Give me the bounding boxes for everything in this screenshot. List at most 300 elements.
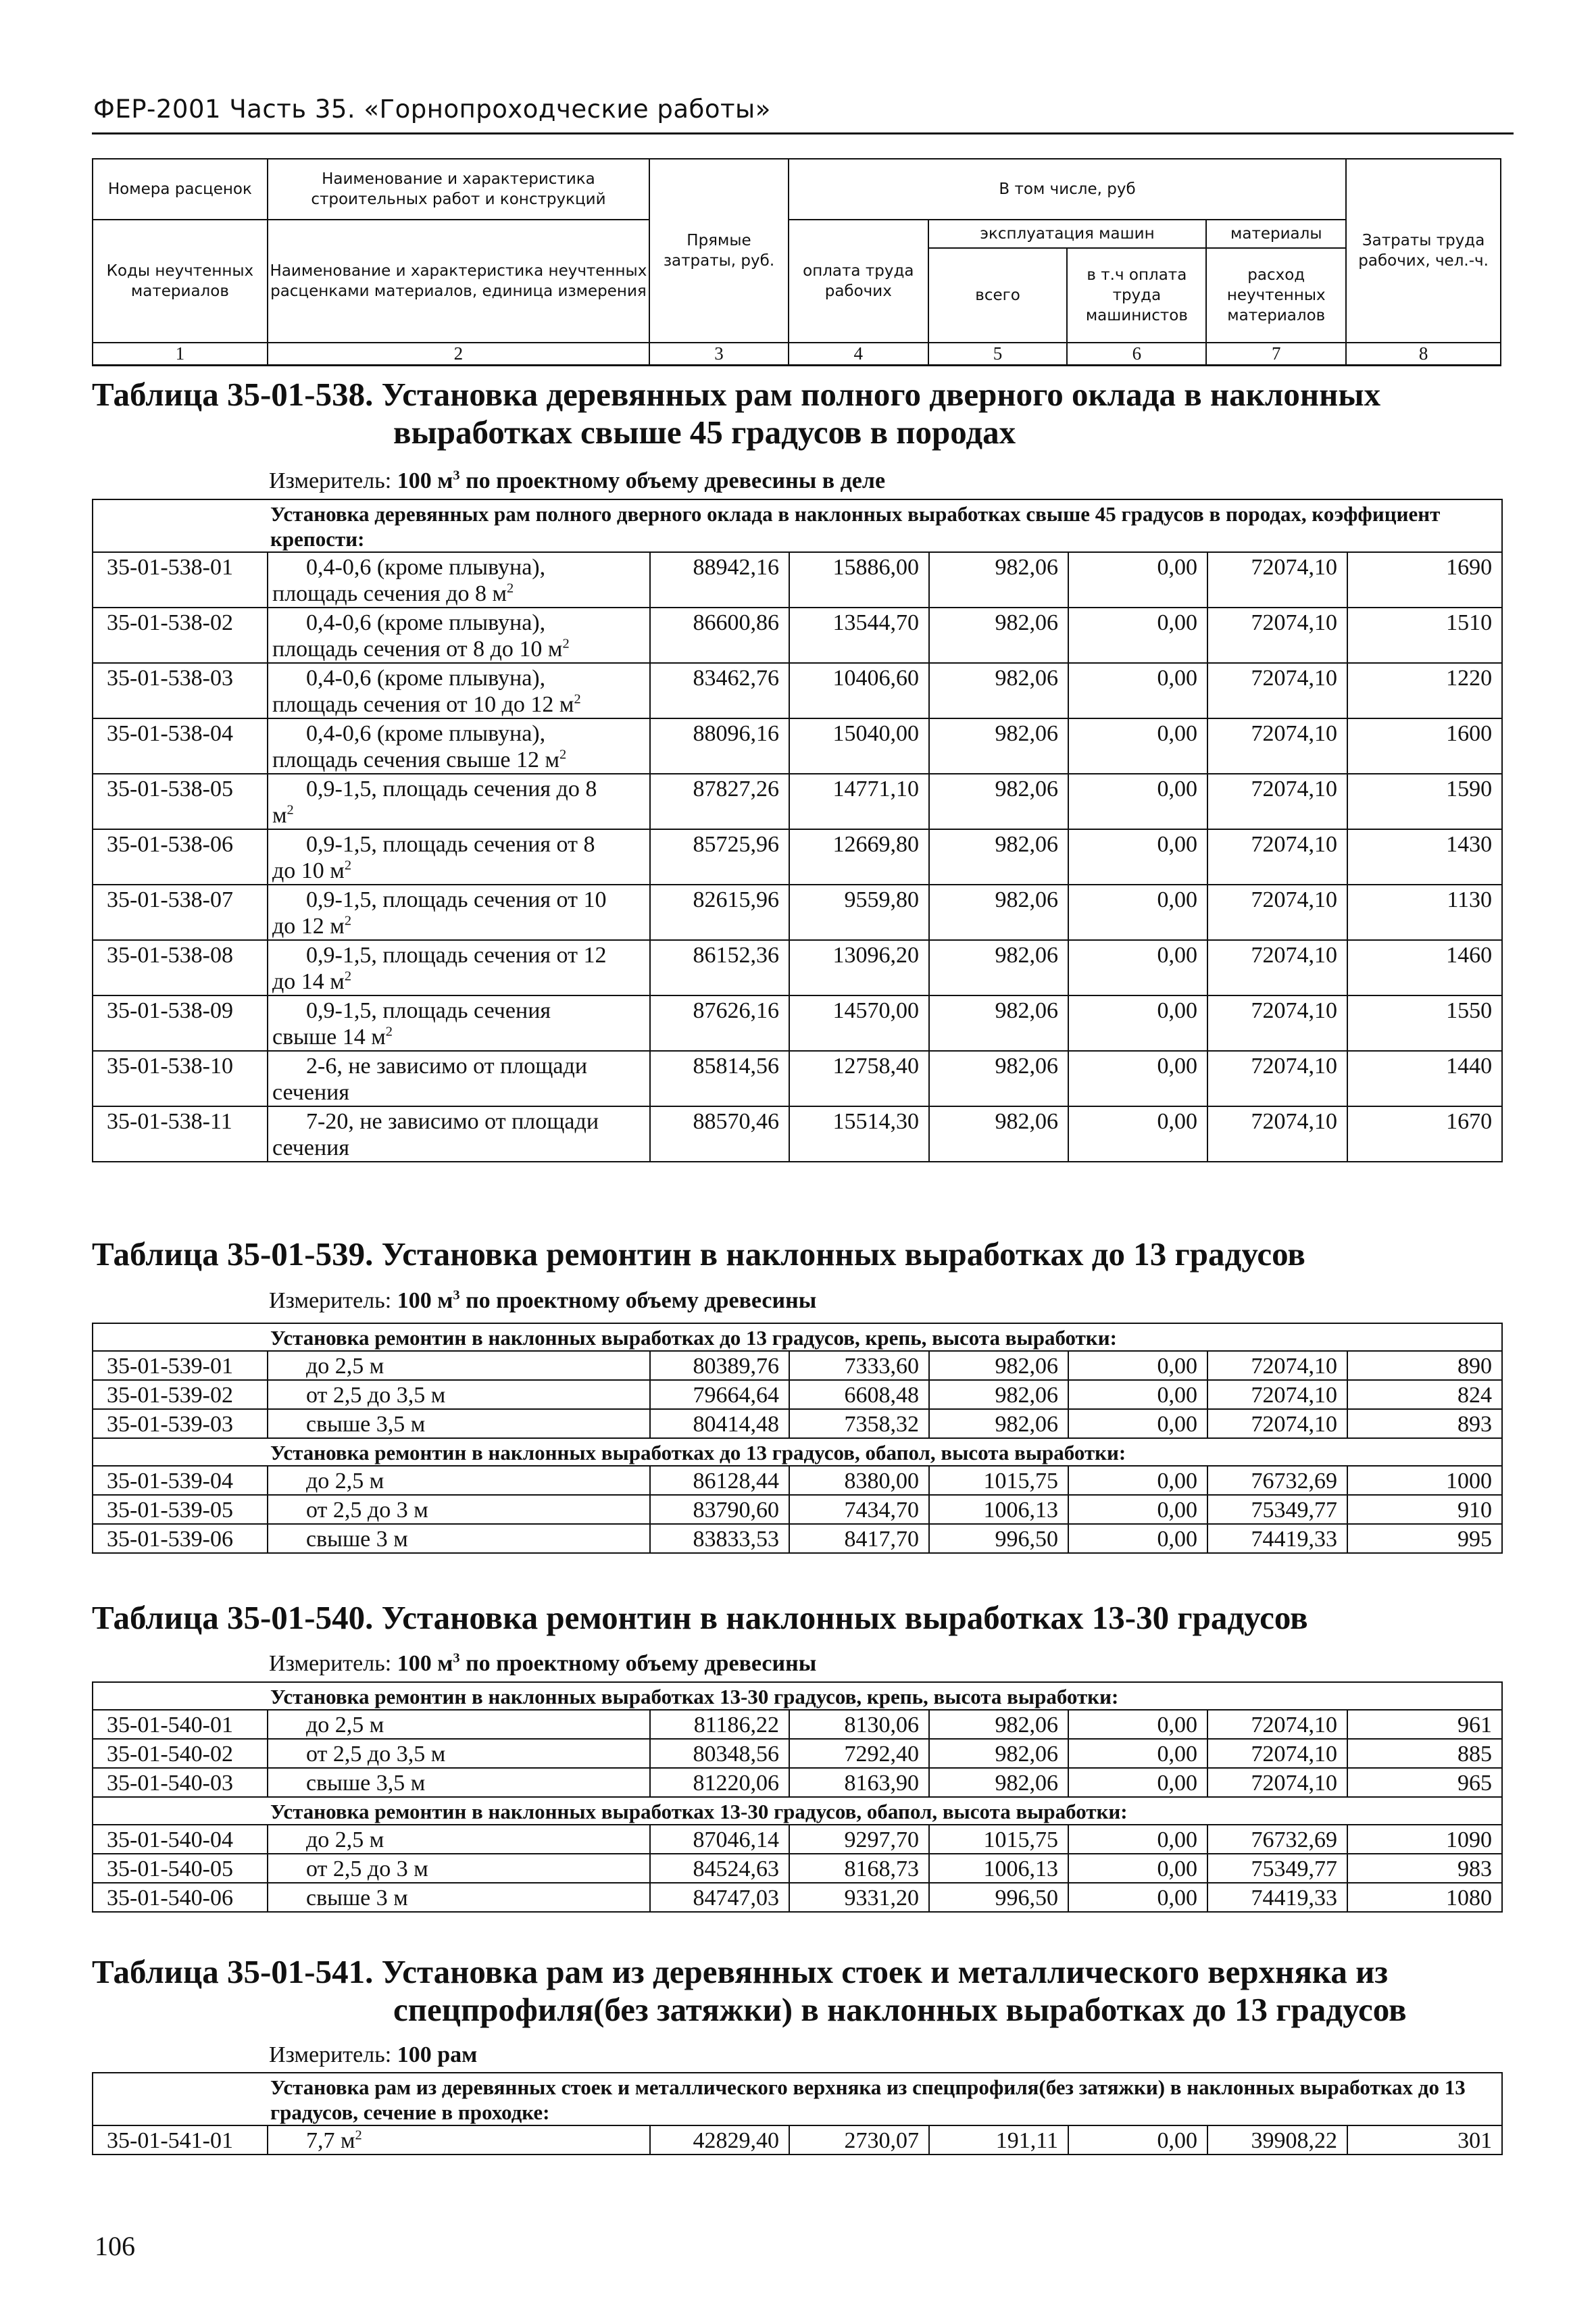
description-line: до 2,5 м — [306, 1713, 384, 1738]
section-subheader-row — [93, 499, 1502, 552]
column-number: 6 — [1067, 343, 1206, 366]
labor-hours: 1460 — [1347, 940, 1502, 995]
materials-cost: 72074,10 — [1207, 1380, 1347, 1409]
rate-code: 35-01-539-03 — [93, 1409, 268, 1438]
header-unaccounted-codes: Коды неучтенных материалов — [93, 220, 268, 343]
work-description — [268, 1825, 650, 1854]
worker-wages: 12758,40 — [789, 1051, 929, 1106]
column-number: 4 — [789, 343, 928, 366]
worker-wages: 10406,60 — [789, 663, 929, 718]
worker-wages: 15886,00 — [789, 552, 929, 608]
direct-costs: 84524,63 — [650, 1854, 789, 1883]
machines-total: 982,06 — [929, 885, 1068, 940]
column-number: 1 — [93, 343, 268, 366]
description-line: свыше 3 м — [306, 1527, 408, 1552]
table-row — [93, 829, 1502, 885]
section-subheader: Установка деревянных рам полного дверного оклада в наклонных выработках свыше 45 градусов в породах, коэффициент крепости: — [93, 499, 1502, 552]
direct-costs: 88942,16 — [650, 552, 789, 608]
machinist-wages: 0,00 — [1068, 1051, 1207, 1106]
table-row — [93, 995, 1502, 1051]
description-line: от 2,5 до 3 м — [306, 1856, 428, 1881]
rate-code: 35-01-538-07 — [93, 885, 268, 940]
description-line: свыше 3,5 м — [306, 1771, 426, 1796]
machines-total: 191,11 — [929, 2125, 1068, 2155]
unit-exponent: 2 — [574, 691, 581, 707]
labor-hours: 1220 — [1347, 663, 1502, 718]
machines-total: 982,06 — [929, 1409, 1068, 1438]
direct-costs: 42829,40 — [650, 2125, 789, 2155]
rate-code: 35-01-539-02 — [93, 1380, 268, 1409]
header-rate-numbers: Номера расценок — [93, 159, 268, 220]
rate-code: 35-01-540-02 — [93, 1739, 268, 1768]
machinist-wages: 0,00 — [1068, 608, 1207, 663]
column-number: 5 — [928, 343, 1068, 366]
machines-total: 982,06 — [929, 608, 1068, 663]
materials-cost: 72074,10 — [1207, 885, 1347, 940]
column-number: 8 — [1346, 343, 1501, 366]
machines-total: 982,06 — [929, 1710, 1068, 1739]
table-538-measure: Измеритель: 100 $м^3$ по проектному объему древесины в деле — [269, 468, 886, 493]
rate-code: 35-01-538-01 — [93, 552, 268, 608]
description-line: площадь сечения до 8 м — [272, 581, 507, 606]
labor-hours: 1670 — [1347, 1106, 1502, 1162]
work-description — [268, 1409, 650, 1438]
work-description — [268, 1739, 650, 1768]
labor-hours: 1130 — [1347, 885, 1502, 940]
work-description — [268, 1710, 650, 1739]
worker-wages: 8380,00 — [789, 1466, 929, 1495]
machines-total: 982,06 — [929, 718, 1068, 774]
column-number: 7 — [1206, 343, 1346, 366]
table-row — [93, 885, 1502, 940]
worker-wages: 7358,32 — [789, 1409, 929, 1438]
machines-total: 982,06 — [929, 774, 1068, 829]
rate-code: 35-01-540-05 — [93, 1854, 268, 1883]
table-row — [93, 1524, 1502, 1553]
work-description — [268, 1466, 650, 1495]
table-row — [93, 1466, 1502, 1495]
work-description — [268, 1495, 650, 1524]
machinist-wages: 0,00 — [1068, 829, 1207, 885]
materials-cost: 76732,69 — [1207, 1825, 1347, 1854]
labor-hours: 1090 — [1347, 1825, 1502, 1854]
table-538-body — [92, 499, 1503, 1162]
table-row — [93, 774, 1502, 829]
description-line: от 2,5 до 3,5 м — [306, 1383, 446, 1408]
section-subheader: Установка ремонтин в наклонных выработках до 13 градусов, крепь, высота выработки: — [93, 1323, 1502, 1351]
header-wages: оплата труда рабочих — [789, 220, 928, 343]
work-description — [268, 1768, 650, 1797]
labor-hours: 1690 — [1347, 552, 1502, 608]
labor-hours: 965 — [1347, 1768, 1502, 1797]
rate-code: 35-01-539-01 — [93, 1351, 268, 1380]
machinist-wages: 0,00 — [1068, 1710, 1207, 1739]
direct-costs: 85725,96 — [650, 829, 789, 885]
direct-costs: 86128,44 — [650, 1466, 789, 1495]
rate-code: 35-01-538-02 — [93, 608, 268, 663]
table-row — [93, 1883, 1502, 1912]
description-line: до 10 м — [272, 858, 345, 883]
description-line: до 2,5 м — [306, 1469, 384, 1494]
worker-wages: 13096,20 — [789, 940, 929, 995]
unit-exponent: 2 — [344, 968, 352, 984]
machinist-wages: 0,00 — [1068, 1854, 1207, 1883]
table-540-measure: Измеритель: 100 $м^3$ по проектному объему древесины — [269, 1650, 817, 1676]
table-541-title: Таблица 35-01-541. Установка рам из деревянных стоек и металлического верхняка из спецпрофиля(без затяжки) в наклонных выработках до 13 градусов — [92, 1953, 1407, 2028]
rate-code: 35-01-540-03 — [93, 1768, 268, 1797]
worker-wages: 14570,00 — [789, 995, 929, 1051]
header-labor-costs: Затраты труда рабочих, чел.-ч. — [1346, 159, 1501, 343]
direct-costs: 82615,96 — [650, 885, 789, 940]
direct-costs: 87046,14 — [650, 1825, 789, 1854]
unit-exponent: 2 — [559, 747, 567, 762]
worker-wages: 13544,70 — [789, 608, 929, 663]
description-line: свыше 3,5 м — [306, 1412, 426, 1437]
header-machinist-wages: в т.ч оплата труда машинистов — [1067, 248, 1206, 343]
table-539-measure: Измеритель: 100 $м^3$ по проектному объему древесины — [269, 1287, 817, 1313]
machinist-wages: 0,00 — [1068, 1409, 1207, 1438]
work-description — [268, 885, 650, 940]
section-subheader-row — [93, 1438, 1502, 1466]
description-line: 2-6, не зависимо от площади — [306, 1054, 588, 1079]
labor-hours: 885 — [1347, 1739, 1502, 1768]
materials-cost: 72074,10 — [1207, 552, 1347, 608]
machines-total: 982,06 — [929, 1351, 1068, 1380]
worker-wages: 9559,80 — [789, 885, 929, 940]
machines-total: 1006,13 — [929, 1854, 1068, 1883]
rate-code: 35-01-538-06 — [93, 829, 268, 885]
unit-exponent: 2 — [286, 802, 294, 818]
materials-cost: 74419,33 — [1207, 1524, 1347, 1553]
machinist-wages: 0,00 — [1068, 1106, 1207, 1162]
worker-wages: 15514,30 — [789, 1106, 929, 1162]
worker-wages: 14771,10 — [789, 774, 929, 829]
header-materials: материалы — [1206, 220, 1346, 248]
description-line: свыше 3 м — [306, 1886, 408, 1911]
machinist-wages: 0,00 — [1068, 1466, 1207, 1495]
rate-code: 35-01-541-01 — [93, 2125, 268, 2155]
header-material-consumption: расход неучтенных материалов — [1206, 248, 1346, 343]
description-line: от 2,5 до 3 м — [306, 1498, 428, 1523]
machinist-wages: 0,00 — [1068, 1825, 1207, 1854]
materials-cost: 75349,77 — [1207, 1854, 1347, 1883]
work-description — [268, 718, 650, 774]
machinist-wages: 0,00 — [1068, 552, 1207, 608]
table-row — [93, 1380, 1502, 1409]
header-direct-costs: Прямые затраты, руб. — [649, 159, 789, 343]
materials-cost: 72074,10 — [1207, 1351, 1347, 1380]
worker-wages: 9331,20 — [789, 1883, 929, 1912]
description-line: 0,4-0,6 (кроме плывуна), — [306, 610, 546, 635]
labor-hours: 910 — [1347, 1495, 1502, 1524]
section-subheader-row — [93, 1797, 1502, 1825]
description-line: площадь сечения свыше 12 м — [272, 747, 559, 772]
header-machines: эксплуатация машин — [928, 220, 1207, 248]
materials-cost: 76732,69 — [1207, 1466, 1347, 1495]
materials-cost: 72074,10 — [1207, 1710, 1347, 1739]
machines-total: 1015,75 — [929, 1825, 1068, 1854]
table-539-title: Таблица 35-01-539. Установка ремонтин в наклонных выработках до 13 градусов — [92, 1235, 1305, 1273]
machines-total: 982,06 — [929, 995, 1068, 1051]
description-line: 0,9-1,5, площадь сечения от 12 — [306, 943, 607, 968]
worker-wages: 12669,80 — [789, 829, 929, 885]
materials-cost: 75349,77 — [1207, 1495, 1347, 1524]
description-line: 0,9-1,5, площадь сечения — [306, 998, 551, 1023]
rate-code: 35-01-538-03 — [93, 663, 268, 718]
description-line: до 14 м — [272, 969, 345, 994]
description-line: площадь сечения от 10 до 12 м — [272, 692, 574, 717]
unit-exponent: 2 — [344, 913, 352, 929]
description-line: 0,9-1,5, площадь сечения от 10 — [306, 887, 607, 912]
description-line: от 2,5 до 3,5 м — [306, 1742, 446, 1767]
table-row — [93, 718, 1502, 774]
machinist-wages: 0,00 — [1068, 1883, 1207, 1912]
worker-wages: 8417,70 — [789, 1524, 929, 1553]
work-description — [268, 608, 650, 663]
machines-total: 982,06 — [929, 663, 1068, 718]
description-line: сечения — [272, 1135, 349, 1160]
table-row — [93, 1739, 1502, 1768]
rate-code: 35-01-539-06 — [93, 1524, 268, 1553]
direct-costs: 81220,06 — [650, 1768, 789, 1797]
table-row — [93, 1051, 1502, 1106]
machines-total: 982,06 — [929, 1051, 1068, 1106]
machinist-wages: 0,00 — [1068, 774, 1207, 829]
machinist-wages: 0,00 — [1068, 995, 1207, 1051]
table-row — [93, 663, 1502, 718]
description-line: до 2,5 м — [306, 1354, 384, 1379]
labor-hours: 893 — [1347, 1409, 1502, 1438]
direct-costs: 84747,03 — [650, 1883, 789, 1912]
table-row — [93, 1768, 1502, 1797]
machines-total: 996,50 — [929, 1524, 1068, 1553]
machinist-wages: 0,00 — [1068, 663, 1207, 718]
work-description — [268, 1854, 650, 1883]
work-description — [268, 663, 650, 718]
materials-cost: 72074,10 — [1207, 718, 1347, 774]
worker-wages: 8168,73 — [789, 1854, 929, 1883]
materials-cost: 72074,10 — [1207, 995, 1347, 1051]
materials-cost: 72074,10 — [1207, 829, 1347, 885]
table-row — [93, 1409, 1502, 1438]
labor-hours: 824 — [1347, 1380, 1502, 1409]
materials-cost: 72074,10 — [1207, 774, 1347, 829]
work-description — [268, 1351, 650, 1380]
description-line: 7,7 м — [306, 2128, 355, 2153]
machines-total: 982,06 — [929, 1739, 1068, 1768]
table-541-body — [92, 2072, 1503, 2155]
header-unaccounted-names: Наименование и характеристика неучтенных расценками материалов, единица измерения — [268, 220, 649, 343]
labor-hours: 301 — [1347, 2125, 1502, 2155]
table-540-body — [92, 1681, 1503, 1913]
labor-hours: 1440 — [1347, 1051, 1502, 1106]
description-line: 0,9-1,5, площадь сечения от 8 — [306, 832, 595, 857]
machinist-wages: 0,00 — [1068, 885, 1207, 940]
work-description — [268, 829, 650, 885]
work-description — [268, 2125, 650, 2155]
direct-costs: 88096,16 — [650, 718, 789, 774]
materials-cost: 72074,10 — [1207, 1739, 1347, 1768]
labor-hours: 961 — [1347, 1710, 1502, 1739]
table-row — [93, 2125, 1502, 2155]
labor-hours: 1000 — [1347, 1466, 1502, 1495]
description-line: 0,4-0,6 (кроме плывуна), — [306, 666, 546, 691]
unit-exponent: 2 — [562, 636, 570, 651]
materials-cost: 72074,10 — [1207, 1051, 1347, 1106]
running-header: ФЕР-2001 Часть 35. «Горнопроходческие работы» — [93, 95, 771, 124]
machines-total: 982,06 — [929, 1380, 1068, 1409]
materials-cost: 72074,10 — [1207, 1106, 1347, 1162]
section-subheader: Установка ремонтин в наклонных выработках до 13 градусов, обапол, высота выработки: — [93, 1438, 1502, 1466]
table-row — [93, 1106, 1502, 1162]
column-header-table — [92, 158, 1501, 366]
machinist-wages: 0,00 — [1068, 1524, 1207, 1553]
direct-costs: 85814,56 — [650, 1051, 789, 1106]
labor-hours: 983 — [1347, 1854, 1502, 1883]
description-line: до 12 м — [272, 914, 345, 939]
machinist-wages: 0,00 — [1068, 940, 1207, 995]
work-description — [268, 1051, 650, 1106]
section-subheader: Установка рам из деревянных стоек и металлического верхняка из спецпрофиля(без затяжки) в наклонных выработках до 13 градусов, сечение в проходке: — [93, 2073, 1502, 2125]
description-line: м — [272, 803, 287, 828]
work-description — [268, 1106, 650, 1162]
materials-cost: 72074,10 — [1207, 940, 1347, 995]
unit-exponent: 2 — [507, 581, 514, 596]
machines-total: 982,06 — [929, 1768, 1068, 1797]
direct-costs: 86152,36 — [650, 940, 789, 995]
header-machines-total: всего — [928, 248, 1068, 343]
machines-total: 996,50 — [929, 1883, 1068, 1912]
section-subheader: Установка ремонтин в наклонных выработках 13-30 градусов, обапол, высота выработки: — [93, 1797, 1502, 1825]
description-line: свыше 14 м — [272, 1025, 386, 1050]
materials-cost: 72074,10 — [1207, 1768, 1347, 1797]
unit-exponent: 2 — [344, 858, 352, 873]
direct-costs: 87626,16 — [650, 995, 789, 1051]
worker-wages: 8163,90 — [789, 1768, 929, 1797]
machinist-wages: 0,00 — [1068, 1768, 1207, 1797]
worker-wages: 9297,70 — [789, 1825, 929, 1854]
table-541-measure: Измеритель: 100 рам — [269, 2042, 478, 2067]
unit-exponent: 2 — [385, 1024, 393, 1039]
materials-cost: 39908,22 — [1207, 2125, 1347, 2155]
machines-total: 1006,13 — [929, 1495, 1068, 1524]
direct-costs: 83790,60 — [650, 1495, 789, 1524]
rate-code: 35-01-539-05 — [93, 1495, 268, 1524]
rate-code: 35-01-538-10 — [93, 1051, 268, 1106]
machines-total: 1015,75 — [929, 1466, 1068, 1495]
direct-costs: 80348,56 — [650, 1739, 789, 1768]
machinist-wages: 0,00 — [1068, 1380, 1207, 1409]
machinist-wages: 0,00 — [1068, 2125, 1207, 2155]
rate-code: 35-01-540-01 — [93, 1710, 268, 1739]
work-description — [268, 774, 650, 829]
direct-costs: 86600,86 — [650, 608, 789, 663]
description-line: до 2,5 м — [306, 1827, 384, 1852]
machinist-wages: 0,00 — [1068, 718, 1207, 774]
table-row — [93, 1495, 1502, 1524]
work-description — [268, 552, 650, 608]
direct-costs: 80389,76 — [650, 1351, 789, 1380]
description-line: площадь сечения от 8 до 10 м — [272, 637, 563, 662]
machines-total: 982,06 — [929, 552, 1068, 608]
header-work-name: Наименование и характеристика строительных работ и конструкций — [268, 159, 649, 220]
machines-total: 982,06 — [929, 1106, 1068, 1162]
worker-wages: 8130,06 — [789, 1710, 929, 1739]
table-539-body — [92, 1323, 1503, 1554]
worker-wages: 15040,00 — [789, 718, 929, 774]
direct-costs: 87827,26 — [650, 774, 789, 829]
work-description — [268, 940, 650, 995]
direct-costs: 79664,64 — [650, 1380, 789, 1409]
machinist-wages: 0,00 — [1068, 1739, 1207, 1768]
table-row — [93, 608, 1502, 663]
table-row — [93, 1710, 1502, 1739]
rate-code: 35-01-540-06 — [93, 1883, 268, 1912]
table-row — [93, 1854, 1502, 1883]
direct-costs: 83462,76 — [650, 663, 789, 718]
table-row — [93, 1825, 1502, 1854]
description-line: 0,4-0,6 (кроме плывуна), — [306, 721, 546, 746]
worker-wages: 7333,60 — [789, 1351, 929, 1380]
worker-wages: 7434,70 — [789, 1495, 929, 1524]
rate-code: 35-01-538-09 — [93, 995, 268, 1051]
machines-total: 982,06 — [929, 829, 1068, 885]
materials-cost: 74419,33 — [1207, 1883, 1347, 1912]
table-row — [93, 940, 1502, 995]
work-description — [268, 1524, 650, 1553]
table-row — [93, 1351, 1502, 1380]
rate-code: 35-01-538-04 — [93, 718, 268, 774]
header-incl-group: В том числе, руб — [789, 159, 1346, 220]
direct-costs: 81186,22 — [650, 1710, 789, 1739]
unit-exponent: 2 — [355, 2127, 362, 2143]
header-rule — [92, 132, 1514, 134]
direct-costs: 83833,53 — [650, 1524, 789, 1553]
labor-hours: 1080 — [1347, 1883, 1502, 1912]
column-number: 3 — [649, 343, 789, 366]
labor-hours: 995 — [1347, 1524, 1502, 1553]
machinist-wages: 0,00 — [1068, 1351, 1207, 1380]
work-description — [268, 995, 650, 1051]
table-540-title: Таблица 35-01-540. Установка ремонтин в наклонных выработках 13-30 градусов — [92, 1599, 1308, 1636]
page-number: 106 — [95, 2231, 135, 2261]
description-line: 7-20, не зависимо от площади — [306, 1109, 599, 1134]
description-line: сечения — [272, 1080, 349, 1105]
rate-code: 35-01-538-05 — [93, 774, 268, 829]
description-line: 0,4-0,6 (кроме плывуна), — [306, 555, 546, 580]
section-subheader-row — [93, 1682, 1502, 1710]
materials-cost: 72074,10 — [1207, 663, 1347, 718]
materials-cost: 72074,10 — [1207, 608, 1347, 663]
machines-total: 982,06 — [929, 940, 1068, 995]
labor-hours: 890 — [1347, 1351, 1502, 1380]
section-subheader-row — [93, 2073, 1502, 2125]
rate-code: 35-01-540-04 — [93, 1825, 268, 1854]
section-subheader-row — [93, 1323, 1502, 1351]
table-row — [93, 552, 1502, 608]
section-subheader: Установка ремонтин в наклонных выработках 13-30 градусов, крепь, высота выработки: — [93, 1682, 1502, 1710]
materials-cost: 72074,10 — [1207, 1409, 1347, 1438]
worker-wages: 2730,07 — [789, 2125, 929, 2155]
machinist-wages: 0,00 — [1068, 1495, 1207, 1524]
table-538-title: Таблица 35-01-538. Установка деревянных рам полного дверного оклада в наклонных выработках свыше 45 градусов в породах — [92, 376, 1381, 451]
worker-wages: 7292,40 — [789, 1739, 929, 1768]
column-number: 2 — [268, 343, 649, 366]
worker-wages: 6608,48 — [789, 1380, 929, 1409]
labor-hours: 1600 — [1347, 718, 1502, 774]
labor-hours: 1510 — [1347, 608, 1502, 663]
labor-hours: 1430 — [1347, 829, 1502, 885]
